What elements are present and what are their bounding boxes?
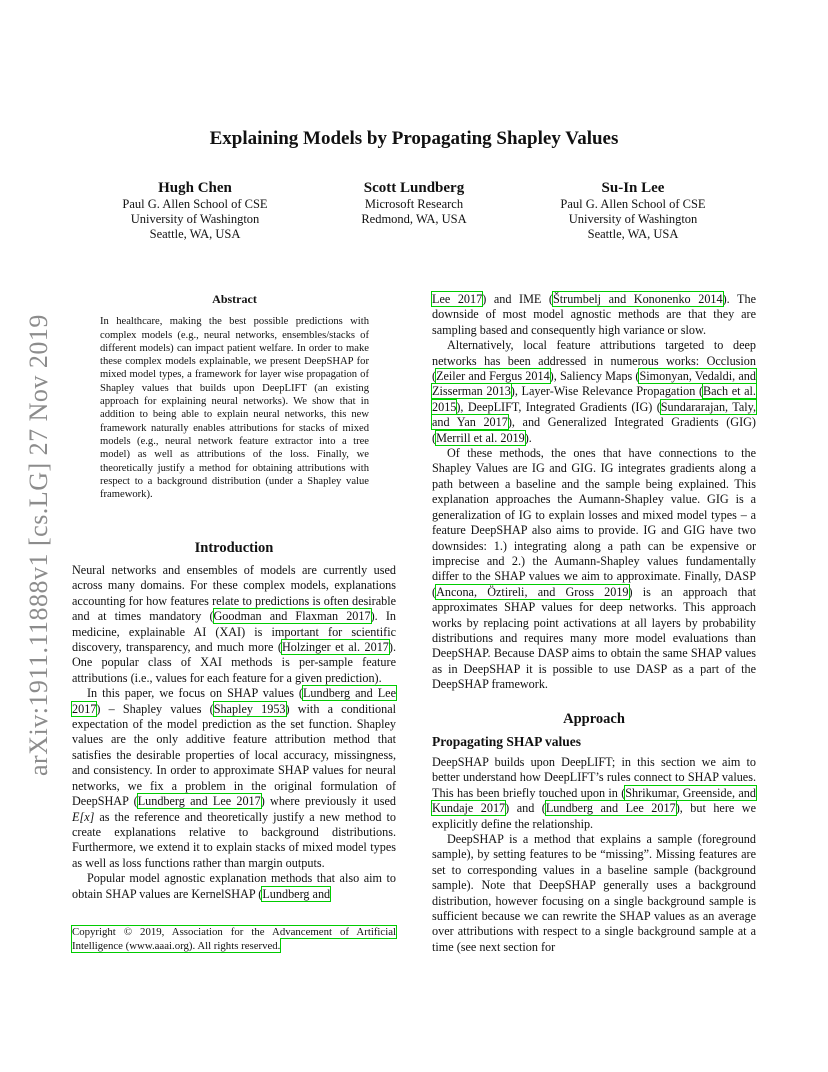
right-column [432,292,756,955]
abstract-text: In healthcare, making the best possible predictions with complex models (e.g., neural networks, ensembles/stacks of different models) can impact patient welfare. In order to make these complex models explainable, we present DeepSHAP for mixed model types, a framework for layer wise propagation of Shapley values that builds upon DeepLIFT (an existing approach for explaining neural networks). We show that in addition to being able to explain neural networks, this new framework naturally enables attributions for stacks of mixed models (e.g., neural network feature extractor into a tree model) as well as attributions of the loss. Finally, we theoretically justify a method for obtaining attributions with respect to a background distribution (under a Shapley value framework). [100,316,369,501]
citation-link[interactable]: Štrumbelj and Kononenko 2014 [552,292,723,306]
citation-link[interactable]: Holzinger et al. 2017 [281,640,389,655]
citation-link[interactable]: Lundberg and Lee 2017 [72,686,396,716]
copyright-notice [72,925,396,953]
copyright-link[interactable]: Copyright © 2019, Association for the Advancement of Artificial Intelligence (www.aaai.org). All rights reserved. [72,926,396,952]
abstract [100,293,369,501]
author-name: Scott Lundberg [363,180,465,196]
author-name: Hugh Chen [158,180,232,196]
math-expression: E[x] [72,809,95,824]
author-location: Seattle, WA, USA [149,227,241,241]
author-block [80,179,310,242]
citation-link[interactable]: Lee 2017 [432,292,483,306]
introduction-heading: Introduction [194,540,274,556]
author-location: Redmond, WA, USA [361,212,467,226]
body-paragraph: DeepSHAP is a method that explains a sample (foreground sample), by setting features to be “missing”. Missing features are set to corresponding values in a baseline sample (background sample). Note that DeepSHAP generally uses a background distribution, however focusing on a single background sample is sufficient because we can rewrite the SHAP values as an average over attributions with respect to a single background sample at a time (see next section for [432,832,756,954]
body-paragraph: DeepSHAP builds upon DeepLIFT; in this section we aim to better understand how DeepLIFT’s rules connect to SHAP values. This has been briefly touched upon in (Shrikumar, Greenside, and Kundaje 2017) and (Lundberg and Lee 2017), but here we explicitly define the relationship. [432,754,756,831]
citation-link[interactable]: Bach et al. 2015 [432,384,756,414]
author-affiliation: Microsoft Research [364,197,464,211]
intro-paragraph: Neural networks and ensembles of models are currently used across many domains. For these complex models, explanations accounting for how features relate to predictions is often desirable and at times mandatory (Goodman and Flaxman 2017). In medicine, explainable AI (XAI) is important for scientific discovery, transparency, and much more (Holzinger et al. 2017). One popular class of XAI methods is per-sample feature attributions (i.e., values for each feature for a given prediction). [72,563,396,685]
paper-title: Explaining Models by Propagating Shapley Values [209,128,619,149]
author-block [518,179,748,242]
body-paragraph: Alternatively, local feature attributions targeted to deep networks has been addressed in numerous works: Occlusion (Zeiler and Fergus 2014), Saliency Maps (Simonyan, Vedaldi, and Zisserman 2013), Layer-Wise Relevance Propagation (Bach et al. 2015), DeepLIFT, Integrated Gradients (IG) (Sundararajan, Taly, and Yan 2017), and Generalized Integrated Gradients (GIG) (Merrill et al. 2019). [432,338,756,445]
author-location: Seattle, WA, USA [587,227,679,241]
citation-link[interactable]: Lundberg and Lee 2017 [545,801,676,816]
subsection-heading: Propagating SHAP values [432,733,582,749]
author-block [299,179,529,227]
citation-link[interactable]: Ancona, Öztireli, and Gross 2019 [436,584,629,599]
author-affiliation: Paul G. Allen School of CSE [122,197,268,211]
author-affiliation: University of Washington [130,212,260,226]
body-paragraph: Lee 2017) and IME (Štrumbelj and Kononenko 2014). The downside of most model agnostic methods are that they are sampling based and consequently high variance or slow. [432,292,757,337]
citation-link[interactable]: Shrikumar, Greenside, and Kundaje 2017 [432,785,756,816]
citation-link[interactable]: Lundberg and Lee 2017 [137,794,261,809]
author-name: Su-In Lee [601,180,665,196]
approach-heading: Approach [563,710,625,727]
body-paragraph: Of these methods, the ones that have connections to the Shapley Values are IG and GIG. IG integrates gradients along a path between a baseline and the sample being explained. This explanation approaches the Aumann-Shapley value. GIG is a generalization of IG to explain losses and mixed model types – a feature DeepSHAP also aims to provide. IG and GIG have two downsides: 1.) integrating along a path can be expensive or imprecise and 2.) the Aumann-Shapley values fundamentally differ to the SHAP values we aim to approximate. Finally, DASP (Ancona, Öztireli, and Gross 2019) is an approach that approximates SHAP values for deep networks. This approach works by replacing point activations at all layers by probability distributions and requires many more model evaluations than DeepSHAP. Because DASP aims to obtain the same SHAP values as in DeepSHAP it is possible to use DASP as a part of the DeepSHAP framework. [432,446,756,692]
abstract-heading: Abstract [212,292,257,306]
citation-link[interactable]: Shapley 1953 [213,701,286,716]
author-affiliation: University of Washington [568,212,698,226]
arxiv-identifier-stamp: arXiv:1911.11888v1 [cs.LG] 27 Nov 2019 [24,314,53,776]
left-column [72,540,396,902]
author-affiliation: Paul G. Allen School of CSE [560,197,706,211]
citation-link[interactable]: Merrill et al. 2019 [436,430,525,445]
citation-link[interactable]: Sundararajan, Taly, and Yan 2017 [432,399,756,430]
citation-link[interactable]: Zeiler and Fergus 2014 [436,369,550,384]
citation-link[interactable]: Simonyan, Vedaldi, and Zisserman 2013 [432,369,756,399]
intro-paragraph: Popular model agnostic explanation methods that also aim to obtain SHAP values are KernelSHAP (Lundberg and [72,871,396,901]
intro-paragraph: In this paper, we focus on SHAP values (Lundberg and Lee 2017) – Shapley values (Shapley 1953) with a conditional expectation of the model prediction as the set function. Shapley values are the only additive feature attribution method that satisfies the desirable properties of local accuracy, missingness, and consistency. In order to approximate SHAP values for neural networks, we fix a problem in the original formulation of DeepSHAP (Lundberg and Lee 2017) where previously it used E[x] as the reference and theoretically justify a new method to create explanations relative to background distributions. Furthermore, we extend it to explain stacks of mixed model types as well as loss functions rather than margin outputs. [72,686,397,870]
citation-link[interactable]: Lundberg and [262,886,331,901]
citation-link[interactable]: Goodman and Flaxman 2017 [213,609,371,624]
